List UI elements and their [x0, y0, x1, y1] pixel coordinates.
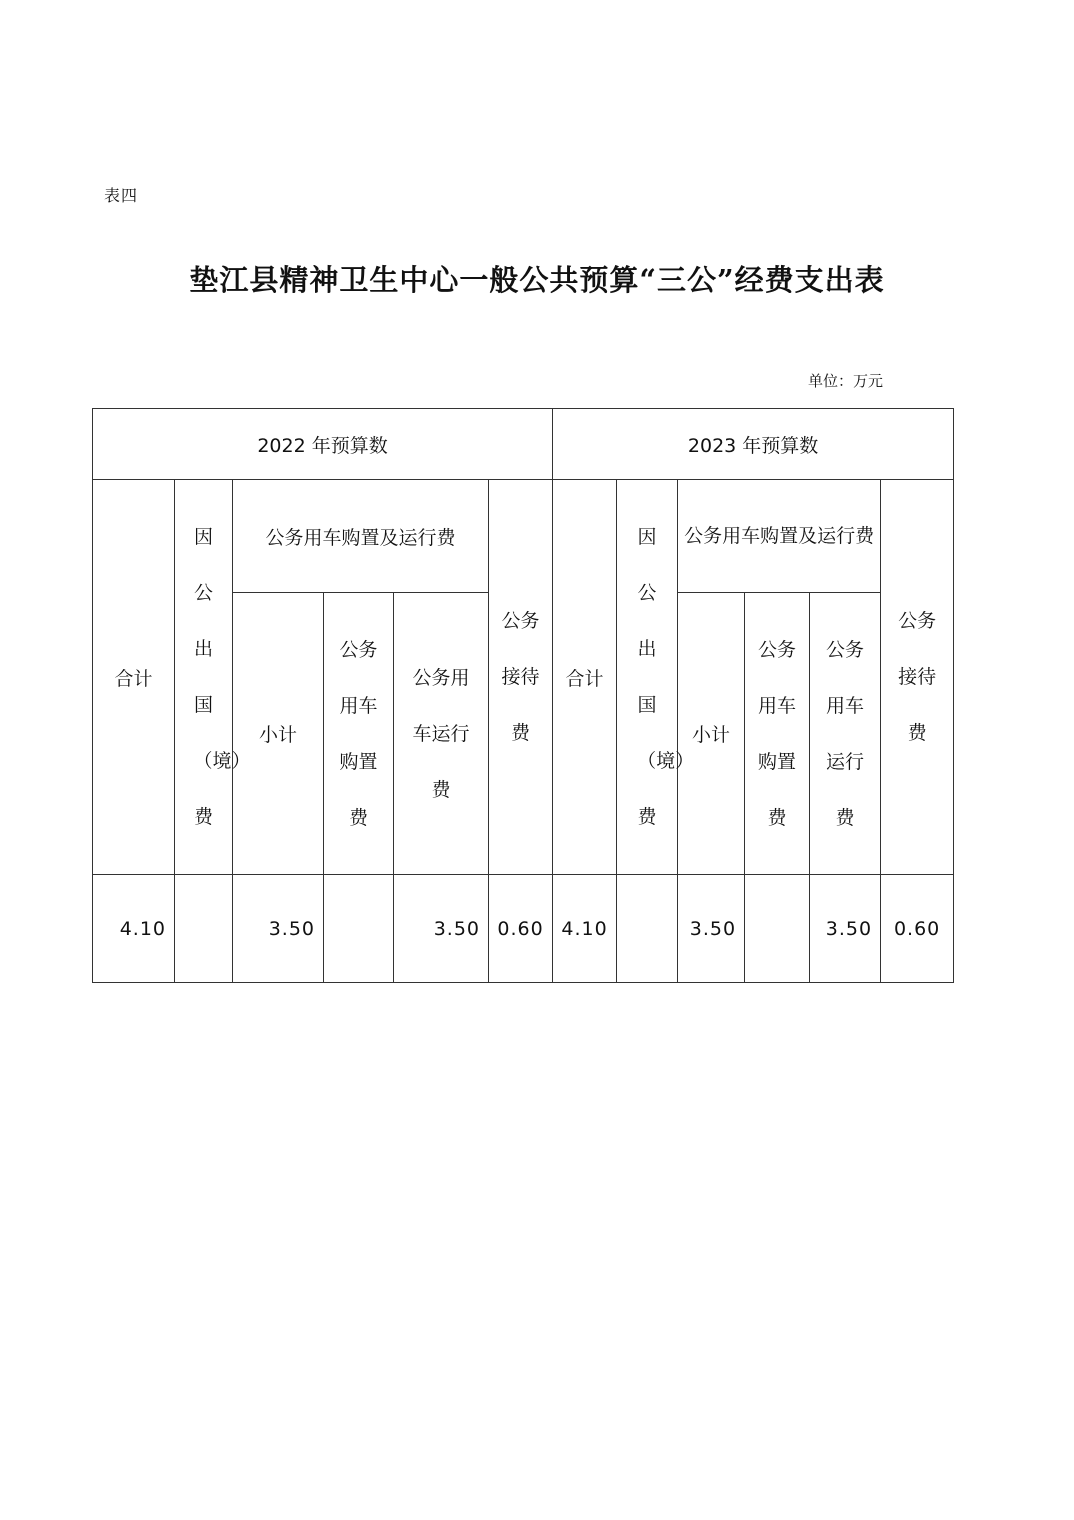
- operation-header-2022: 公务用车运行费: [394, 593, 489, 875]
- table-number-label: 表四: [104, 186, 139, 205]
- reception-header-2023: 公务接待费: [881, 480, 954, 875]
- total-value-2023: 4.10: [553, 875, 617, 983]
- year-2023-header: 2023 年预算数: [553, 409, 954, 480]
- purchase-value-2022: [324, 875, 394, 983]
- subtotal-value-2023: 3.50: [678, 875, 745, 983]
- unit-label: 单位：万元: [808, 372, 884, 390]
- reception-value-2023: 0.60: [881, 875, 954, 983]
- purchase-value-2023: [745, 875, 810, 983]
- values-row: [93, 875, 954, 983]
- reception-header-2022: 公务接待费: [489, 480, 553, 875]
- purchase-header-2022: 公务用车购置费: [324, 593, 394, 875]
- subtotal-value-2022: 3.50: [233, 875, 324, 983]
- operation-value-2023: 3.50: [810, 875, 881, 983]
- page-title: 垫江县精神卫生中心一般公共预算“三公”经费支出表: [189, 263, 885, 297]
- operation-value-2022: 3.50: [394, 875, 489, 983]
- three-public-expenses-table: [92, 408, 954, 983]
- operation-header-2023: 公务用车运行费: [810, 593, 881, 875]
- category-header-row: [93, 480, 954, 593]
- abroad-header-2023: 因公出国（境）费: [617, 480, 678, 875]
- abroad-header-2022: 因公出国（境）费: [175, 480, 233, 875]
- vehicle-group-header-2022: 公务用车购置及运行费: [233, 480, 489, 593]
- subtotal-header-2022: 小计: [233, 593, 324, 875]
- abroad-value-2023: [617, 875, 678, 983]
- abroad-value-2022: [175, 875, 233, 983]
- total-value-2022: 4.10: [93, 875, 175, 983]
- total-header-2023: 合计: [553, 480, 617, 875]
- year-2022-header: 2022 年预算数: [93, 409, 553, 480]
- purchase-header-2023: 公务用车购置费: [745, 593, 810, 875]
- reception-value-2022: 0.60: [489, 875, 553, 983]
- subtotal-header-2023: 小计: [678, 593, 745, 875]
- year-header-row: [93, 409, 954, 480]
- vehicle-group-header-2023: 公务用车购置及运行费: [678, 480, 881, 593]
- total-header-2022: 合计: [93, 480, 175, 875]
